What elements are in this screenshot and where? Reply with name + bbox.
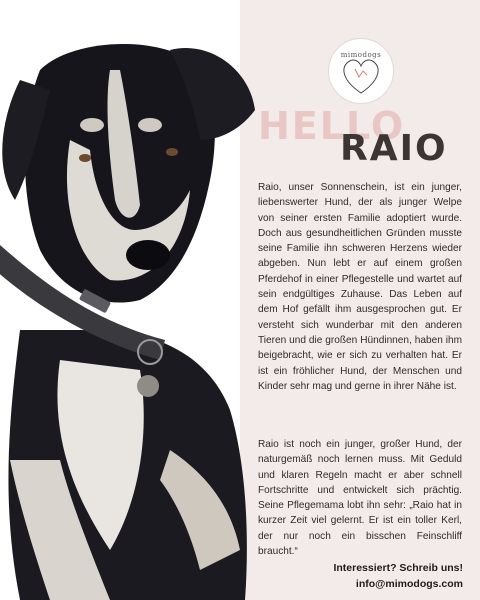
- logo-heart-icon: [329, 39, 393, 103]
- description-paragraph-1: Raio, unser Sonnenschein, ist ein junger, liebenswerter Hund, der als junger Welpe von seiner ersten Familie adoptiert wurde. Doch aus gesundheitlichen Gründen musste seine Familie ihn schweren Herzens wieder abgeben. Nun lebt er auf einem großen Pferdehof in einer Pflegestelle und wartet auf sein endgültiges Zuhause. Das Leben auf dem Hof gefällt ihm ausgesprochen gut. Er versteht sich wunderbar mit den anderen Tieren und die großen Hündinnen, haben ihm beigebracht, wie er sich zu verhalten hat. Er ist ein fröhlicher Hund, der Menschen und Kinder sehr mag und gerne in ihrer Nähe ist.: [258, 182, 462, 392]
- description-paragraph-2: Raio ist noch ein junger, großer Hund, der naturgemäß noch lernen muss. Mit Geduld und klaren Regeln macht er aber schnell Fortschritte und entwickelt sich prächtig. Seine Pflegemama lobt ihn sehr: „Raio hat in kurzer Zeit viel gelernt. Er ist ein toller Kerl, der nur noch ein bisschen Feinschliff braucht.“: [258, 439, 462, 558]
- hello-heading: HELLO: [258, 104, 406, 148]
- dog-photo: [0, 30, 260, 600]
- dog-name-heading: RAIO: [340, 128, 448, 169]
- contact-email[interactable]: info@mimodogs.com: [355, 578, 463, 590]
- mimodogs-logo: [328, 38, 394, 104]
- logo-text: mimodogs: [340, 51, 382, 59]
- cta-line: Interessiert? Schreib uns!: [333, 562, 463, 574]
